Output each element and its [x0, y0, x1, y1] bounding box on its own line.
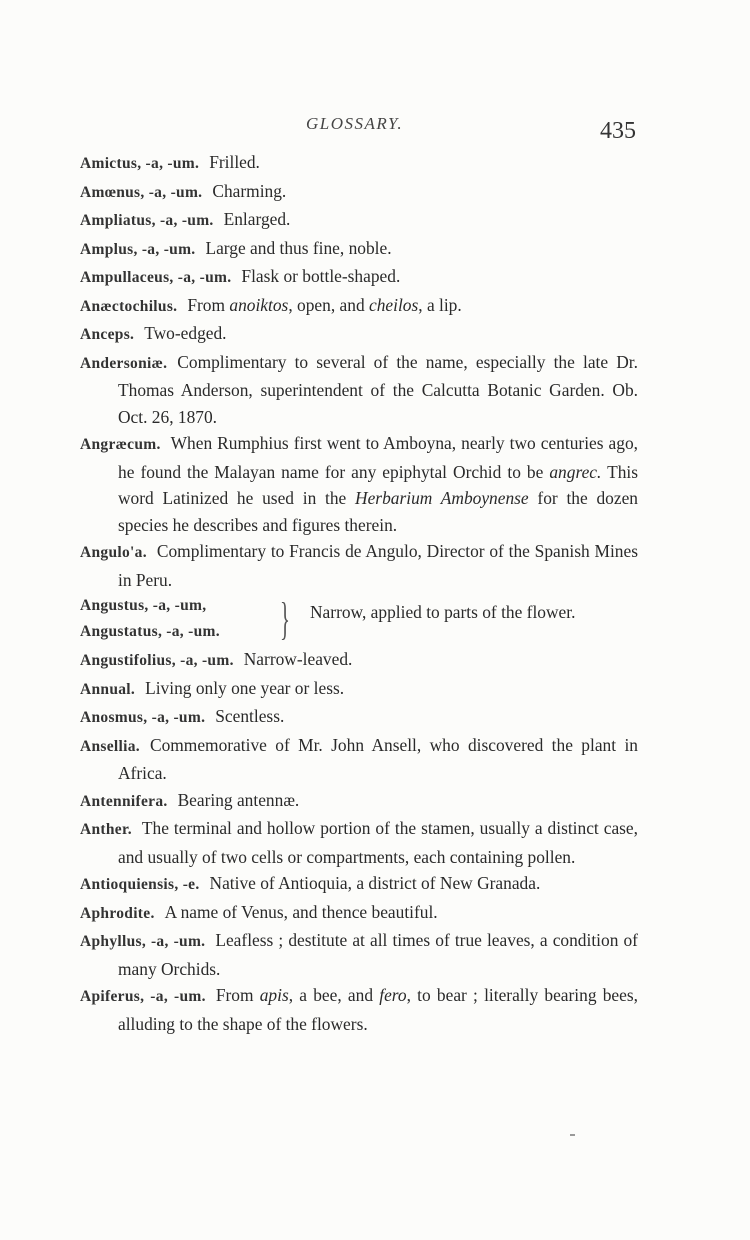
definition-text: , a lip. [418, 294, 462, 315]
italic-word: fero [379, 985, 407, 1005]
entry-definition: Scentless. [215, 706, 285, 726]
entry-term: Anther. [80, 821, 132, 838]
entry-term: Anceps. [80, 326, 135, 343]
definition-text: , open, and [288, 294, 369, 315]
running-title: GLOSSARY. [306, 114, 404, 133]
glossary-entry [80, 263, 638, 292]
glossary-entry [80, 235, 638, 264]
italic-word: angrec. [549, 461, 602, 482]
italic-word: Herbarium Amboynense [355, 488, 529, 508]
entry-definition [187, 295, 461, 315]
definition-text: This word Latinized he used in the [118, 461, 638, 508]
glossary-entry [80, 899, 638, 928]
entry-definition: Narrow-leaved. [243, 649, 353, 669]
glossary-entry [80, 646, 638, 675]
glossary-entry [80, 703, 638, 732]
entry-definition: Living only one year or less. [145, 677, 345, 698]
definition-text: When Rumphius first went to Amboyna, nearly two centuries ago, he found the Malayan name for any epiphytal Orchid to be [118, 433, 638, 482]
entry-term: Annual. [80, 680, 136, 698]
definition-text: for the dozen species he describes and figures therein. [118, 488, 638, 535]
glossary-entry [80, 292, 638, 321]
entry-definition [118, 433, 638, 535]
glossary-entry [80, 149, 638, 178]
glossary-entry [80, 349, 638, 431]
entry-term: Anæctochilus. [80, 297, 178, 315]
entry-definition: Complimentary to Francis de Angulo, Director of the Spanish Mines in Peru. [118, 541, 638, 590]
page-number: 435 [600, 118, 636, 144]
entry-term: Andersoniæ. [80, 354, 168, 372]
glossary-entry [80, 982, 638, 1037]
entry-definition: Leafless ; destitute at all times of true leaves, a condition of many Orchids. [118, 930, 638, 979]
entry-term: Aphyllus, -a, -um. [80, 933, 206, 950]
print-speck [570, 1134, 575, 1136]
entry-term: Antennifera. [80, 792, 168, 810]
entry-term: Ansellia. [80, 737, 140, 755]
entry-definition: Charming. [212, 180, 287, 201]
glossary-entry [80, 787, 638, 816]
page-header [0, 108, 750, 148]
glossary-entry [80, 675, 638, 704]
glossary-entry [80, 815, 638, 870]
entry-term: Ampliatus, -a, -um. [80, 212, 214, 229]
entry-term: Angustatus, -a, -um. [80, 623, 220, 640]
entry-definition: Complimentary to several of the name, especially the late Dr. Thomas Anderson, superintendent of the Calcutta Botanic Garden. Ob. Oct. 26, 1870. [118, 351, 638, 427]
entry-definition: Frilled. [209, 152, 260, 172]
definition-text: From [187, 294, 230, 315]
italic-word: anoiktos [229, 294, 289, 315]
glossary-entries [80, 149, 638, 1037]
entry-term: Aphrodite. [80, 904, 155, 922]
definition-text: , to bear ; literally bearing bees, alluding to the shape of the flowers. [118, 985, 638, 1034]
entry-term: Amplus, -a, -um. [80, 240, 196, 258]
glossary-entry [80, 927, 638, 982]
entry-term: Angustifolius, -a, -um. [80, 652, 234, 669]
brace-icon: } [280, 593, 290, 644]
entry-definition: Two-edged. [144, 323, 227, 343]
glossary-entry-pair [80, 593, 638, 646]
entry-definition: Large and thus fine, noble. [205, 237, 392, 258]
entry-term: Angræcum. [80, 436, 161, 453]
entry-term: Angustus, -a, -um, [80, 597, 207, 614]
glossary-entry [80, 538, 638, 593]
entry-term: Amœnus, -a, -um. [80, 183, 203, 201]
definition-text: From [215, 985, 260, 1005]
entry-definition: Narrow, applied to parts of the flower. [310, 602, 576, 622]
definition-text: , a bee, and [288, 985, 380, 1005]
entry-term: Angulo'a. [80, 544, 147, 561]
entry-term: Amictus, -a, -um. [80, 155, 200, 172]
entry-term: Ampullaceus, -a, -um. [80, 269, 232, 286]
entry-definition: Commemorative of Mr. John Ansell, who discovered the plant in Africa. [118, 734, 638, 783]
glossary-entry [80, 206, 638, 235]
entry-definition: Flask or bottle-shaped. [241, 266, 401, 286]
glossary-entry [80, 732, 638, 787]
entry-term: Apiferus, -a, -um. [80, 988, 206, 1005]
glossary-entry [80, 320, 638, 349]
glossary-entry [80, 430, 638, 538]
entry-definition: The terminal and hollow portion of the stamen, usually a distinct case, and usually of two cells or compartments, each containing pollen. [118, 818, 638, 867]
entry-term: Anosmus, -a, -um. [80, 709, 206, 726]
glossary-entry [80, 870, 638, 899]
entry-term: Antioquiensis, -e. [80, 876, 200, 893]
entry-definition: A name of Venus, and thence beautiful. [164, 901, 438, 922]
entry-definition: Bearing antennæ. [177, 789, 300, 810]
glossary-entry [80, 178, 638, 207]
entry-definition: Enlarged. [223, 209, 291, 229]
italic-word: cheilos [368, 294, 419, 315]
italic-word: apis [259, 985, 289, 1005]
entry-definition: Native of Antioquia, a district of New Granada. [209, 873, 541, 893]
